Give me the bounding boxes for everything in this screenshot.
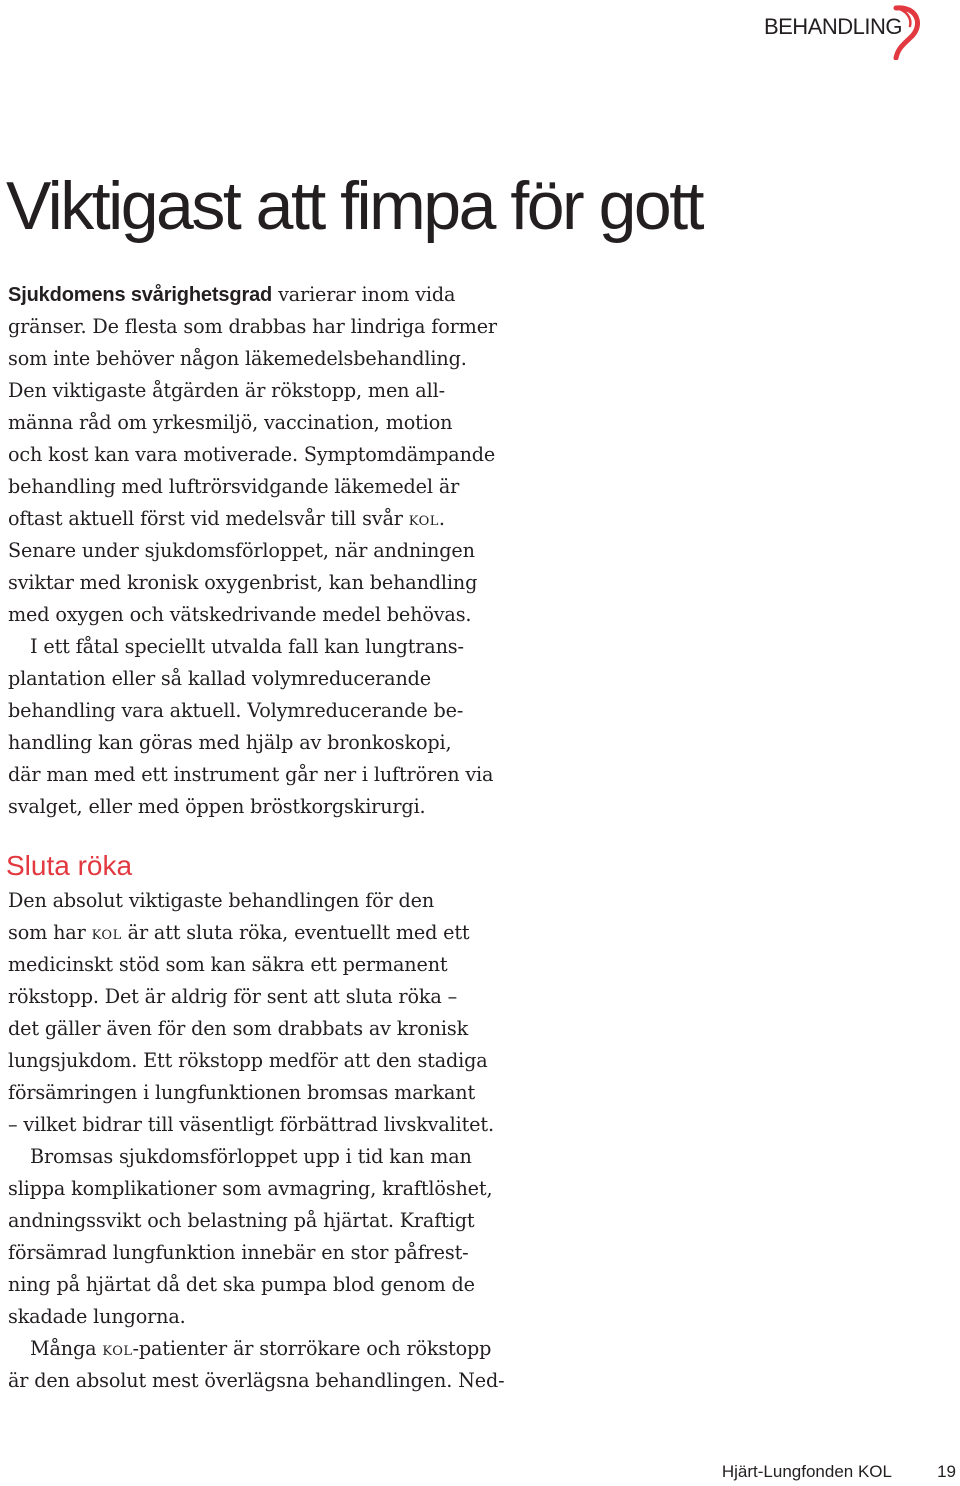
- intro-line: plantation eller så kallad volymreducerande: [8, 667, 432, 690]
- section-line: lungsjukdom. Ett rökstopp medför att den stadiga: [8, 1049, 488, 1072]
- abbreviation: kol: [102, 1337, 133, 1360]
- section-line: – vilket bidrar till väsentligt förbättrad livskvalitet.: [8, 1113, 494, 1136]
- section-line: som har kol är att sluta röka, eventuellt med ett: [8, 921, 470, 944]
- section-line: slippa komplikationer som avmagring, kraftlöshet,: [8, 1177, 493, 1200]
- intro-line: med oxygen och vätskedrivande medel behövas.: [8, 603, 472, 626]
- section-line: medicinskt stöd som kan säkra ett permanent: [8, 953, 448, 976]
- intro-text: [8, 279, 568, 823]
- intro-line: behandling vara aktuell. Volymreducerande be-: [8, 699, 464, 722]
- lead-phrase: Sjukdomens svårighetsgrad: [8, 284, 273, 306]
- intro-line: sviktar med kronisk oxygenbrist, kan behandling: [8, 571, 478, 594]
- page-number: 19: [937, 1462, 956, 1481]
- section-label: BEHANDLING: [763, 14, 902, 39]
- section-line: det gäller även för den som drabbats av kronisk: [8, 1017, 469, 1040]
- section-text: [8, 885, 568, 1397]
- section-line: ning på hjärtat då det ska pumpa blod genom de: [8, 1273, 475, 1296]
- abbreviation: kol: [408, 507, 439, 530]
- intro-line: I ett fåtal speciellt utvalda fall kan lungtrans-: [30, 635, 464, 658]
- intro-line: Sjukdomens svårighetsgrad varierar inom vida: [8, 283, 456, 306]
- intro-line: svalget, eller med öppen bröstkorgskirurgi.: [8, 795, 426, 818]
- publication-name: Hjärt-Lungfonden KOL: [721, 1462, 892, 1481]
- intro-line: och kost kan vara motiverade. Symptomdämpande: [8, 443, 496, 466]
- intro-line: Den viktigaste åtgärden är rökstopp, men all-: [8, 379, 445, 402]
- section-line: försämringen i lungfunktionen bromsas markant: [8, 1081, 476, 1104]
- section-heading: Sluta röka: [6, 850, 133, 881]
- intro-line: handling kan göras med hjälp av bronkoskopi,: [8, 731, 452, 754]
- intro-line: Senare under sjukdomsförloppet, när andningen: [8, 539, 475, 562]
- intro-line: oftast aktuell först vid medelsvår till svår kol.: [8, 507, 445, 530]
- page-title: Viktigast att fimpa för gott: [6, 168, 702, 244]
- section-line: skadade lungorna.: [8, 1305, 186, 1328]
- heart-swoosh-icon: [888, 2, 924, 60]
- section-line: rökstopp. Det är aldrig för sent att sluta röka –: [8, 985, 458, 1008]
- section-line: försämrad lungfunktion innebär en stor påfrest-: [8, 1241, 469, 1264]
- page-footer: [660, 1462, 960, 1486]
- section-line: andningssvikt och belastning på hjärtat. Kraftigt: [8, 1209, 475, 1232]
- section-line: är den absolut mest överlägsna behandlingen. Ned-: [8, 1369, 505, 1392]
- intro-line: männa råd om yrkesmiljö, vaccination, motion: [8, 411, 453, 434]
- intro-line: som inte behöver någon läkemedelsbehandling.: [8, 347, 467, 370]
- abbreviation: kol: [91, 921, 122, 944]
- intro-line: behandling med luftrörsvidgande läkemedel är: [8, 475, 460, 498]
- section-line: Bromsas sjukdomsförloppet upp i tid kan man: [30, 1145, 472, 1168]
- section-line: Den absolut viktigaste behandlingen för den: [8, 889, 435, 912]
- section-line: Många kol-patienter är storrökare och rökstopp: [30, 1337, 492, 1360]
- intro-line: där man med ett instrument går ner i luftrören via: [8, 763, 494, 786]
- intro-line: gränser. De flesta som drabbas har lindriga former: [8, 315, 497, 338]
